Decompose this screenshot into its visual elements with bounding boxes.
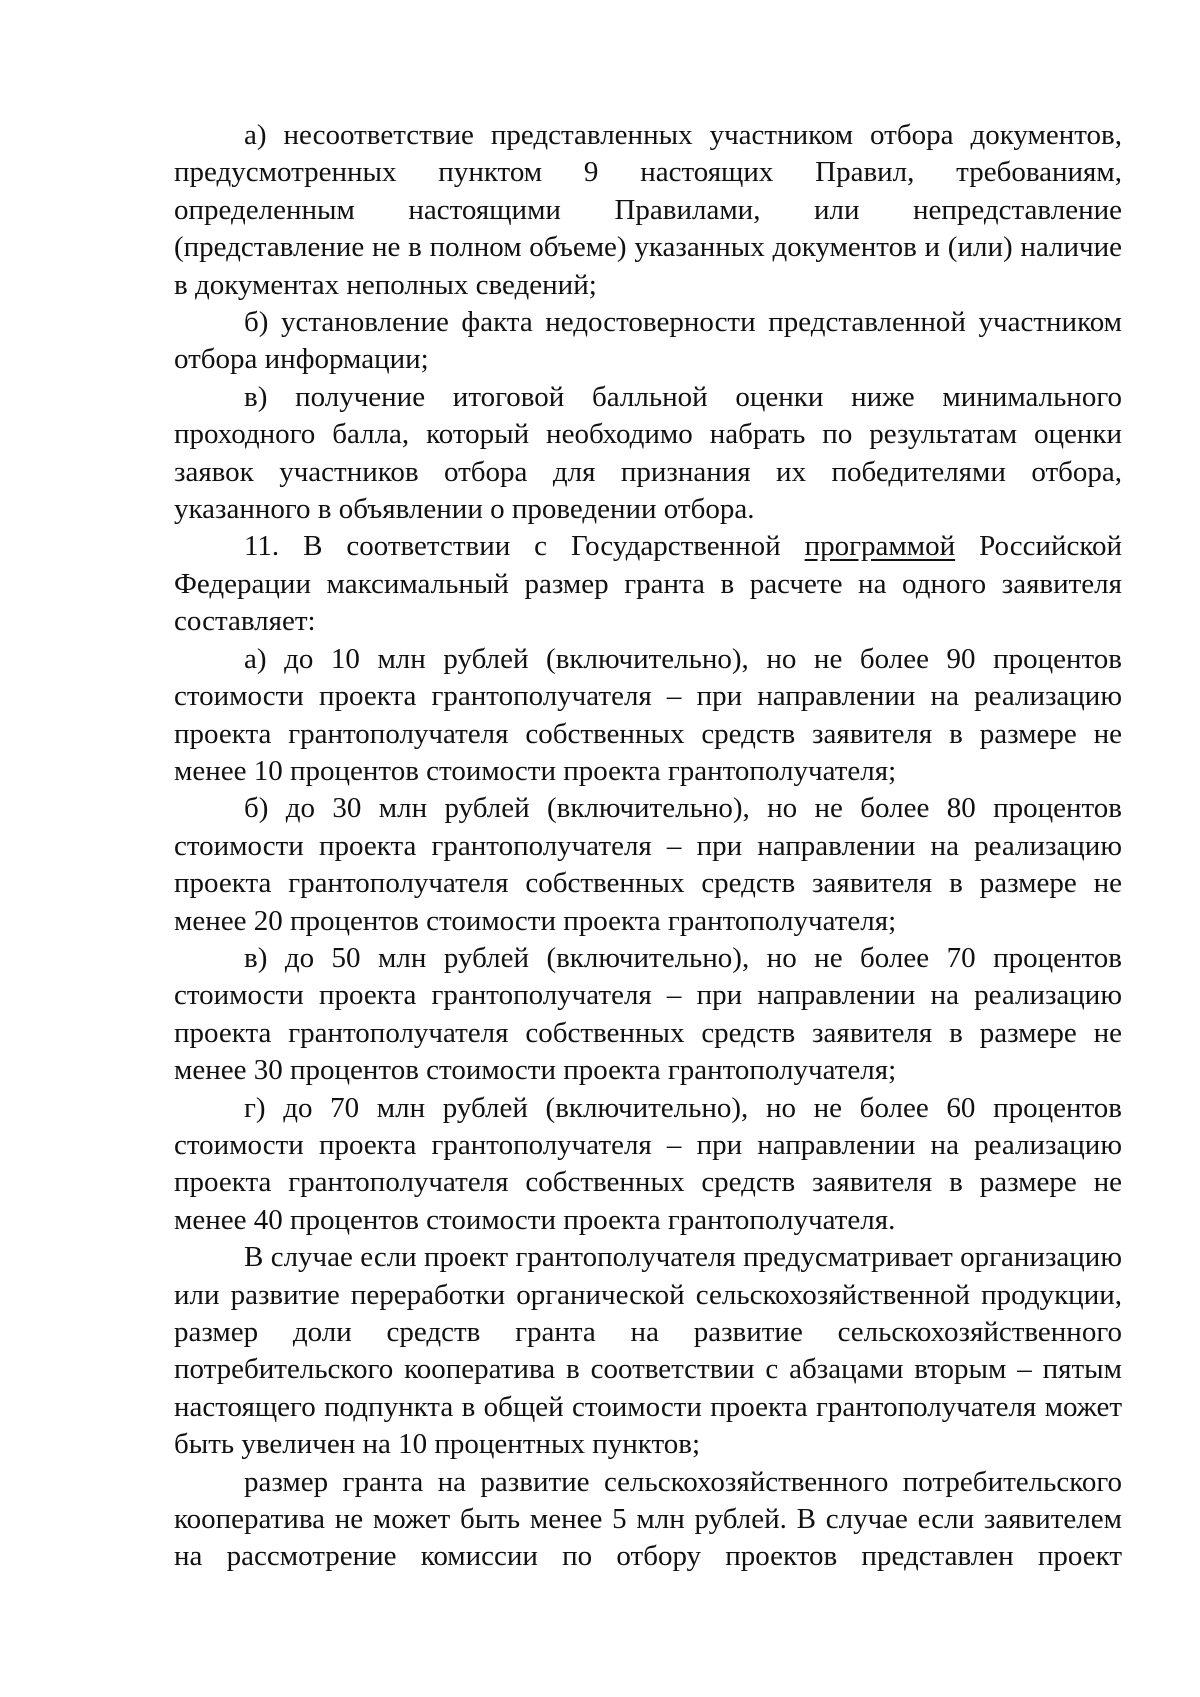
section-11-text-after: Российской Федерации максимальный размер гранта в расчете на одного заявителя составляет: xyxy=(174,530,1122,638)
section-11-text-before: 11. В соответствии с Государственной xyxy=(244,530,805,563)
paragraph-section-11 xyxy=(174,528,1122,640)
paragraph-minimum-grant: размер гранта на развитие сельскохозяйственного потребительского кооператива не может быть менее 5 млн рублей. В случае если заявителем на рассмотрение комиссии по отбору проектов представлен проект xyxy=(174,1465,1122,1573)
paragraph-criterion-a: а) несоответствие представленных участником отбора документов, предусмотренных пунктом 9 настоящих Правил, требованиям, определенным настоящими Правилами, или непредставление (представление не в полном объеме) указанных документов и (или) наличие в документах неполных сведений; xyxy=(174,119,1122,301)
paragraph-grant-a: а) до 10 млн рублей (включительно), но не более 90 процентов стоимости проекта грантополучателя – при направлении на реализацию проекта грантополучателя собственных средств заявителя в размере не менее 10 процентов стоимости проекта грантополучателя; xyxy=(174,642,1122,787)
document-page xyxy=(174,117,1122,1576)
paragraph-criterion-b: б) установление факта недостоверности представленной участником отбора информации; xyxy=(174,306,1122,376)
state-program-link[interactable]: программой xyxy=(804,530,956,563)
paragraph-organic-processing: В случае если проект грантополучателя предусматривает организацию или развитие переработки органической сельскохозяйственной продукции, размер доли средств гранта на развитие сельскохозяйственного потребительского кооператива в соответствии с абзацами вторым – пятым настоящего подпункта в общей стоимости проекта грантополучателя может быть увеличен на 10 процентных пунктов; xyxy=(174,1241,1122,1461)
paragraph-grant-v: в) до 50 млн рублей (включительно), но не более 70 процентов стоимости проекта грантополучателя – при направлении на реализацию проекта грантополучателя собственных средств заявителя в размере не менее 30 процентов стоимости проекта грантополучателя; xyxy=(174,941,1122,1087)
paragraph-grant-b: б) до 30 млн рублей (включительно), но не более 80 процентов стоимости проекта грантополучателя – при направлении на реализацию проекта грантополучателя собственных средств заявителя в размере не менее 20 процентов стоимости проекта грантополучателя; xyxy=(174,792,1122,937)
paragraph-grant-g: г) до 70 млн рублей (включительно), но не более 60 процентов стоимости проекта грантополучателя – при направлении на реализацию проекта грантополучателя собственных средств заявителя в размере не менее 40 процентов стоимости проекта грантополучателя. xyxy=(174,1091,1122,1236)
paragraph-criterion-v: в) получение итоговой балльной оценки ниже минимального проходного балла, который необходимо набрать по результатам оценки заявок участников отбора для признания их победителями отбора, указанного в объявлении о проведении отбора. xyxy=(174,380,1122,526)
